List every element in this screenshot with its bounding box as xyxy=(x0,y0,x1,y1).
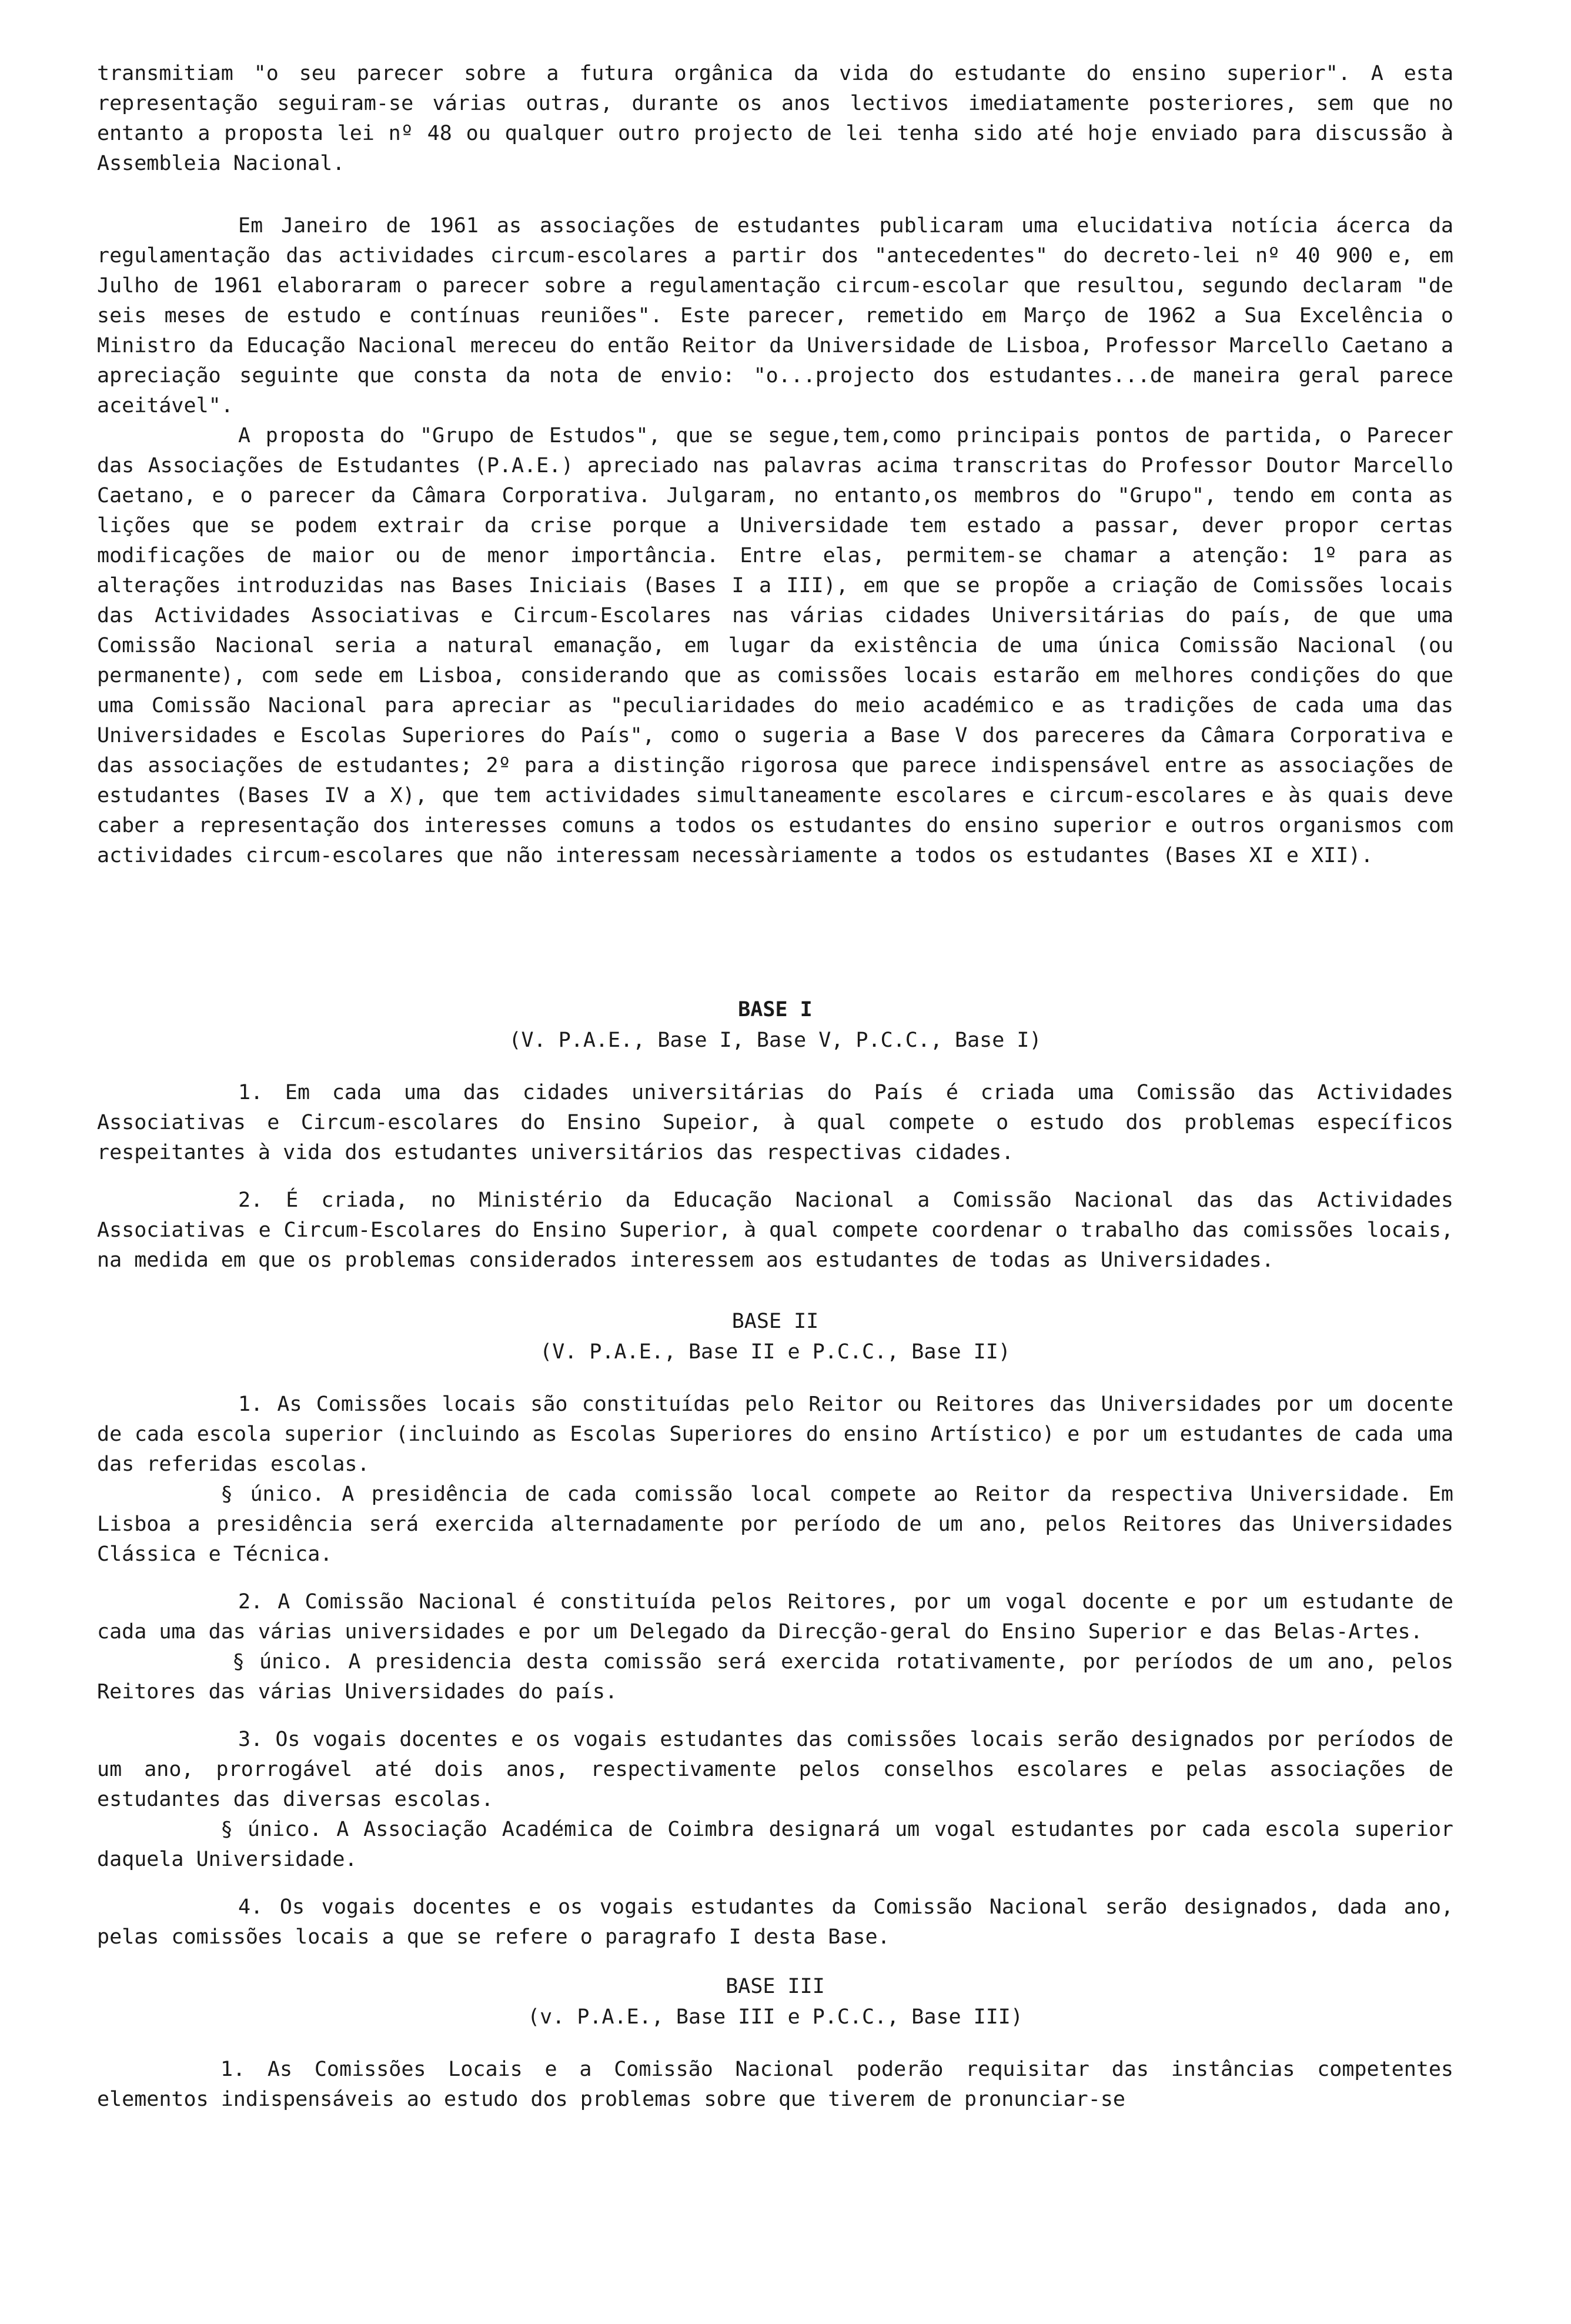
base-1-items xyxy=(97,1078,1466,1275)
base-1-reference: (V. P.A.E., Base I, Base V, P.C.C., Base I) xyxy=(509,1029,1042,1052)
intro-paragraph-2 xyxy=(97,211,1466,421)
base-2-item-3-paragraph xyxy=(97,1815,1466,1875)
base-1-item-1 xyxy=(97,1078,1466,1168)
base-2-item-3 xyxy=(97,1725,1466,1815)
base-2-item-3-paragraph-text: § único. A Associação Académica de Coimbra designará um vogal estudantes por cada escola superior daquela Universidade. xyxy=(97,1818,1466,1871)
intro-paragraph-2-text: Em Janeiro de 1961 as associações de estudantes publicaram uma elucidativa notícia ácerca da regulamentação das actividades circum-escolares a partir dos "antecedentes" do decreto-lei nº 40 900 e, em Julho de 1961 elaboraram o parecer sobre a regulamentação circum-escolar que resultou, segundo declaram "de seis meses de estudo e contínuas reuniões". Este parecer, remetido em Março de 1962 a Sua Excelência o Ministro da Educação Nacional mereceu do então Reitor da Universidade de Lisboa, Professor Marcello Caetano a apreciação seguinte que consta da nota de envio: "o...projecto dos estudantes...de maneira geral parece aceitável". xyxy=(97,214,1466,418)
base-2-items xyxy=(97,1390,1466,1952)
base-2-item-3-text: 3. Os vogais docentes e os vogais estudantes das comissões locais serão designados por períodos de um ano, prorrogável até dois anos, respectivamente pelos conselhos escolares e pelas associações de estudantes das diversas escolas. xyxy=(97,1728,1466,1811)
introduction xyxy=(97,59,1466,871)
base-2-item-2-paragraph xyxy=(97,1647,1466,1707)
base-3-section xyxy=(97,1971,1466,2115)
base-2-item-1-paragraph-text: § único. A presidência de cada comissão local compete ao Reitor da respectiva Universidade. Em Lisboa a presidência será exercida alternadamente por período de um ano, pelos Reitores das Universidades Clássica e Técnica. xyxy=(97,1482,1466,1566)
base-3-item-1-text: 1. As Comissões Locais e a Comissão Nacional poderão requisitar das instâncias competentes elementos indispensáveis ao estudo dos problemas sobre que tiverem de pronunciar-se xyxy=(97,2058,1466,2111)
base-1-item-2 xyxy=(97,1186,1466,1275)
base-2-item-2-paragraph-text: § único. A presidencia desta comissão será exercida rotativamente, por períodos de um ano, pelos Reitores das várias Universidades do país. xyxy=(97,1650,1466,1704)
base-2-item-2-text: 2. A Comissão Nacional é constituída pelos Reitores, por um vogal docente e por um estudante de cada uma das várias universidades e por um Delegado da Direcção-geral do Ensino Superior e das Belas-Artes. xyxy=(97,1590,1466,1644)
base-2-section xyxy=(97,1306,1466,1952)
base-3-item-1 xyxy=(97,2055,1466,2115)
base-2-reference: (V. P.A.E., Base II e P.C.C., Base II) xyxy=(540,1340,1011,1364)
base-2-item-1-text: 1. As Comissões locais são constituídas pelo Reitor ou Reitores das Universidades por um docente de cada escola superior (incluindo as Escolas Superiores do ensino Artístico) e por um estudantes de cada uma das referidas escolas. xyxy=(97,1393,1466,1476)
base-3-items xyxy=(97,2055,1466,2115)
base-3-title: BASE III xyxy=(726,1975,825,1998)
base-3-reference: (v. P.A.E., Base III e P.C.C., Base III) xyxy=(527,2005,1023,2029)
base-1-section xyxy=(97,994,1466,1275)
base-2-item-1 xyxy=(97,1390,1466,1480)
base-2-item-2 xyxy=(97,1587,1466,1647)
base-1-title: BASE I xyxy=(738,998,813,1021)
base-2-title: BASE II xyxy=(731,1310,819,1333)
intro-paragraph-1: transmitiam "o seu parecer sobre a futura orgânica da vida do estudante do ensino superior". A esta representação seguiram-se várias outras, durante os anos lectivos imediatamente posteriores, sem que no entanto a proposta lei nº 48 ou qualquer outro projecto de lei tenha sido até hoje enviado para discussão à Assembleia Nacional. xyxy=(97,62,1466,175)
intro-paragraph-3-text: A proposta do "Grupo de Estudos", que se segue,tem,como principais pontos de partida, o Parecer das Associações de Estudantes (P.A.E.) apreciado nas palavras acima transcritas do Professor Doutor Marcello Caetano, e o parecer da Câmara Corporativa. Julgaram, no entanto,os membros do "Grupo", tendo em conta as lições que se podem extrair da crise porque a Universidade tem estado a passar, dever propor certas modificações de maior ou de menor importância. Entre elas, permitem-se chamar a atenção: 1º para as alterações introduzidas nas Bases Iniciais (Bases I a III), em que se propõe a criação de Comissões locais das Actividades Associativas e Circum-Escolares nas várias cidades Universitárias do país, de que uma Comissão Nacional seria a natural emanação, em lugar da existência de uma única Comissão Nacional (ou permanente), com sede em Lisboa, considerando que as comissões locais estarão em melhores condições do que uma Comissão Nacional para apreciar as "peculiaridades do meio académico e as tradições de cada uma das Universidades e Escolas Superiores do País", como o sugeria a Base V dos pareceres da Câmara Corporativa e das associações de estudantes; 2º para a distinção rigorosa que parece indispensável entre as associações de estudantes (Bases IV a X), que tem actividades simultaneamente escolares e circum-escolares e às quais deve caber a representação dos interesses comuns a todos os estudantes do ensino superior e outros organismos com actividades circum-escolares que não interessam necessàriamente a todos os estudantes (Bases XI e XII). xyxy=(97,424,1466,867)
base-1-item-2-text: 2. É criada, no Ministério da Educação Nacional a Comissão Nacional das das Actividades Associativas e Circum-Escolares do Ensino Superior, à qual compete coordenar o trabalho das comissões locais, na medida em que os problemas considerados interessem aos estudantes de todas as Universidades. xyxy=(97,1188,1466,1272)
base-1-item-1-text: 1. Em cada uma das cidades universitárias do País é criada uma Comissão das Actividades Associativas e Circum-escolares do Ensino Supeior, à qual compete o estudo dos problemas específicos respeitantes à vida dos estudantes universitários das respectivas cidades. xyxy=(97,1081,1466,1164)
base-2-item-4-text: 4. Os vogais docentes e os vogais estudantes da Comissão Nacional serão designados, dada ano, pelas comissões locais a que se refere o paragrafo I desta Base. xyxy=(97,1895,1466,1949)
intro-paragraph-3 xyxy=(97,421,1466,871)
base-2-item-4 xyxy=(97,1892,1466,1952)
base-2-item-1-paragraph xyxy=(97,1480,1466,1570)
